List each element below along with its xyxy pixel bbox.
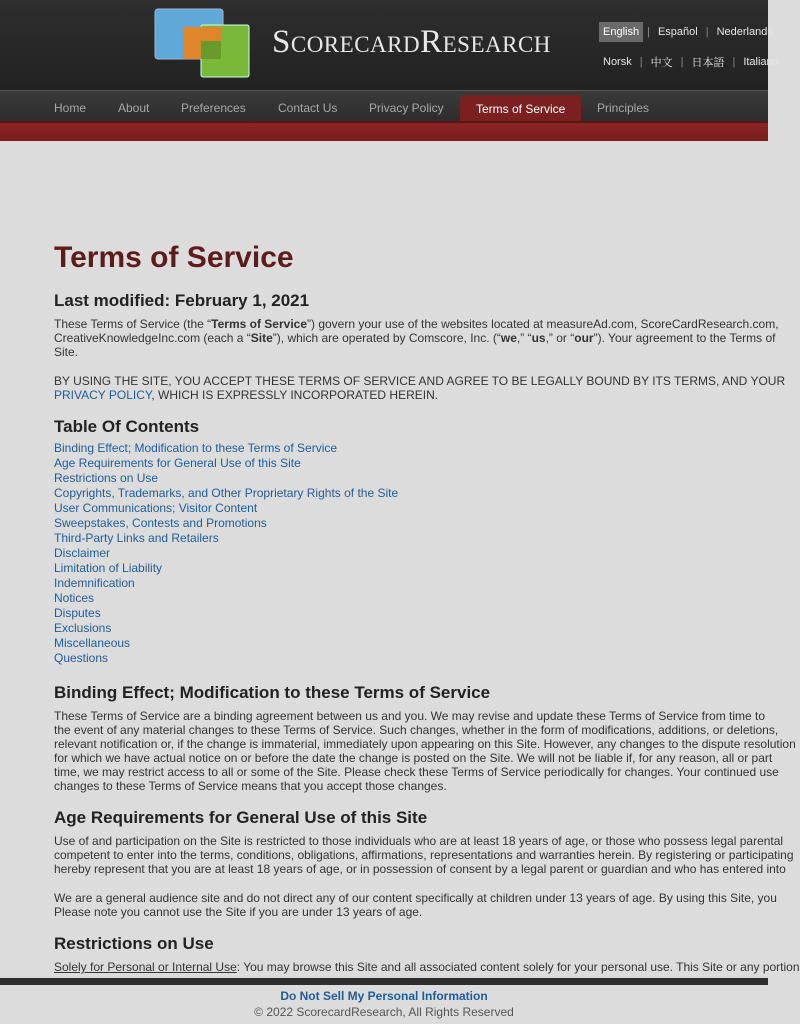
lang-nederlands[interactable]: Nederlands — [716, 26, 773, 38]
toc-link[interactable]: Questions — [54, 651, 109, 665]
lang-norsk[interactable]: Norsk — [603, 56, 632, 68]
binding-heading: Binding Effect; Modification to these Terms of Service — [54, 683, 491, 702]
nav-terms-of-service[interactable]: Terms of Service — [460, 95, 581, 123]
toc-link[interactable]: Exclusions — [54, 621, 112, 635]
binding-paragraph: These Terms of Service are a binding agreement between us and you. We may revise and update these Terms of Service from time to the event of any material changes to these Terms of Service. Such changes, whether in the form of modifications, additions, or deletions, relevant notification or, if the change is immaterial, immediately upon appearing on this Site. However, any changes to the dispute resolution for which we have actual notice on or before the date the change is posted on the Site. We will not be liable if, for any reason, all or part time, we may restrict access to all or some of the Site. Please check these Terms of Service periodically for changes. Your continued use changes to these Terms of Service means that you accept those changes. — [54, 709, 796, 793]
page-title: Terms of Service — [54, 241, 294, 274]
site-footer — [0, 978, 768, 1024]
toc-link[interactable]: Copyrights, Trademarks, and Other Proprietary Rights of the Site — [54, 486, 399, 500]
toc-link[interactable]: Sweepstakes, Contests and Promotions — [54, 516, 267, 530]
lang-japanese[interactable]: 日本語 — [691, 57, 725, 69]
toc-link[interactable]: Miscellaneous — [54, 636, 131, 650]
language-row-2 — [599, 50, 783, 74]
do-not-sell-link[interactable]: Do Not Sell My Personal Information — [280, 989, 488, 1003]
toc-link[interactable]: Binding Effect; Modification to these Terms of Service — [54, 441, 338, 455]
separator: | — [647, 26, 650, 38]
restrictions-paragraph: Solely for Personal or Internal Use: You may browse this Site and all associated content solely for your personal use. This Site or any portion — [54, 960, 800, 974]
separator: | — [732, 56, 736, 68]
toc-link[interactable]: Disclaimer — [54, 546, 111, 560]
nav-contact-us[interactable]: Contact Us — [278, 101, 338, 115]
separator: | — [705, 26, 709, 38]
restrictions-heading: Restrictions on Use — [54, 934, 214, 953]
language-row-1 — [599, 22, 777, 42]
nav-principles[interactable]: Principles — [597, 101, 650, 115]
nav-accent-bar — [0, 121, 768, 141]
toc-link[interactable]: Age Requirements for General Use of this Site — [54, 456, 301, 470]
copyright: © 2022 ScorecardResearch, All Rights Reserved — [254, 1005, 514, 1019]
nav-about[interactable]: About — [118, 101, 150, 115]
nav-home[interactable]: Home — [54, 101, 87, 115]
last-modified: Last modified: February 1, 2021 — [54, 291, 310, 310]
toc-heading: Table Of Contents — [54, 417, 200, 436]
lang-chinese[interactable]: 中文 — [650, 57, 673, 69]
separator: | — [680, 56, 684, 68]
age-paragraph-2: We are a general audience site and do not direct any of our content specifically at children under 13 years of age. By using this Site, you Please note you cannot use the Site if you are under 13 years of age. — [54, 891, 777, 919]
site-header — [0, 0, 779, 90]
toc-link[interactable]: Third-Party Links and Retailers — [54, 531, 219, 545]
privacy-policy-link[interactable]: PRIVACY POLICY — [54, 388, 152, 402]
toc-link[interactable]: Notices — [54, 591, 95, 605]
table-of-contents — [54, 441, 398, 666]
scorecard-logo-icon[interactable] — [153, 7, 253, 82]
toc-link[interactable]: User Communications; Visitor Content — [54, 501, 258, 515]
acceptance-paragraph: BY USING THE SITE, YOU ACCEPT THESE TERMS OF SERVICE AND AGREE TO BE LEGALLY BOUND BY ITS TERMS, AND YOUR PRIVACY POLICY, WHICH IS EXPRESSLY INCORPORATED HEREIN. — [54, 374, 786, 402]
age-paragraph-1: Use of and participation on the Site is restricted to those individuals who are at least 18 years of age, or those who possess legal parental competent to enter into the terms, conditions, obligations, affirmations, representations and warranties herein. By registering or participating hereby represent that you are at least 18 years of age, or in possession of consent by a legal parent or guardian and who has entered into — [54, 834, 794, 876]
toc-link[interactable]: Disputes — [54, 606, 101, 620]
lang-english[interactable]: English — [599, 22, 643, 42]
separator: | — [639, 56, 643, 68]
lang-espanol[interactable]: Español — [657, 26, 698, 38]
main-nav — [0, 90, 768, 122]
brand-name[interactable]: ScorecardResearch — [272, 24, 551, 60]
nav-privacy-policy[interactable]: Privacy Policy — [369, 101, 444, 115]
nav-preferences[interactable]: Preferences — [181, 101, 246, 115]
age-heading: Age Requirements for General Use of this Site — [54, 808, 428, 827]
lang-italiano[interactable]: Italiano — [743, 56, 779, 68]
toc-link[interactable]: Limitation of Liability — [54, 561, 163, 575]
intro-paragraph: These Terms of Service (the “Terms of Service”) govern your use of the websites located at measureAd.com, ScoreCardResearch.com, CreativeKnowledgeInc.com (each a “Site”), which are operated by Comscore, Inc. (“we,” “us,” or “our”). Your agreement to the Terms of Site. — [54, 317, 779, 359]
toc-link[interactable]: Indemnification — [54, 576, 135, 590]
toc-link[interactable]: Restrictions on Use — [54, 471, 159, 485]
